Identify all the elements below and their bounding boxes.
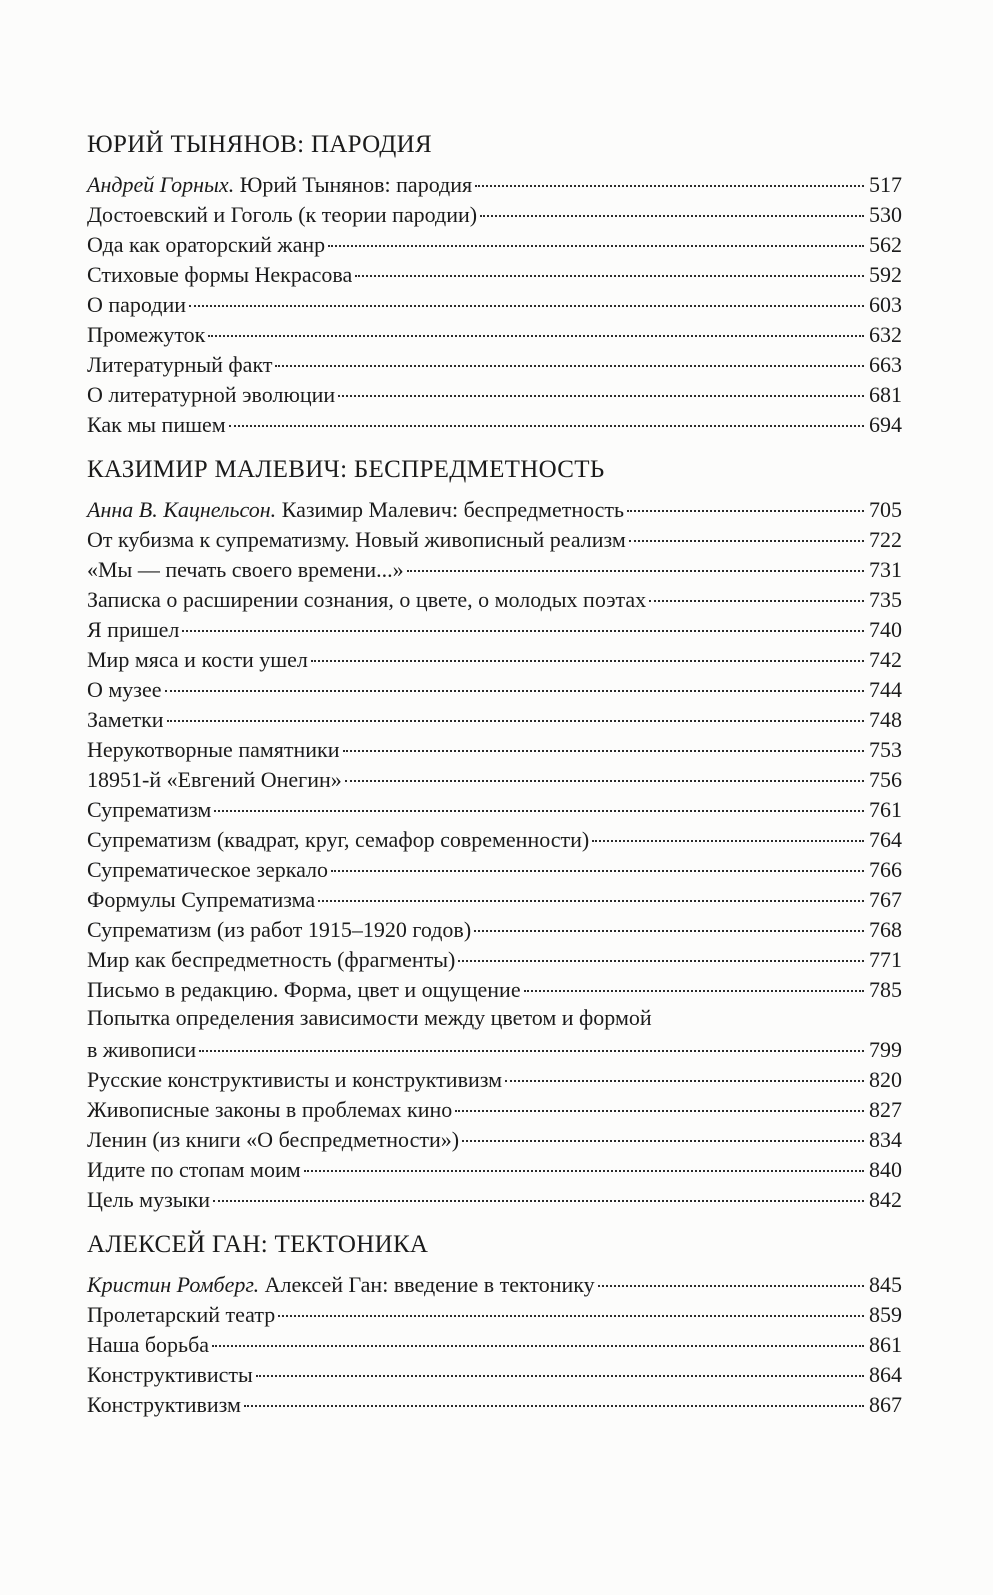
page-number: 681: [869, 382, 902, 407]
entry-title: Супрематизм (квадрат, круг, семафор современности): [87, 827, 590, 852]
dot-leader: [182, 608, 864, 632]
entry-title: Мир как беспредметность (фрагменты): [87, 947, 456, 972]
page-number: 735: [869, 587, 902, 612]
page-number: 827: [869, 1097, 902, 1122]
dot-leader: [199, 1028, 864, 1052]
page-number: 592: [869, 262, 902, 287]
page-number: 820: [869, 1067, 902, 1092]
entry-title: Ленин (из книги «О беспредметности»): [87, 1127, 460, 1152]
toc-section-gan: [87, 1228, 902, 1418]
dot-leader: [474, 908, 864, 932]
page-number: 771: [869, 947, 902, 972]
dot-leader: [355, 253, 864, 277]
entry-title: Супрематическое зеркало: [87, 857, 329, 882]
toc-section-malevich: [87, 453, 902, 1213]
dot-leader: [649, 578, 864, 602]
dot-leader: [229, 403, 864, 427]
entry-title: Наша борьба: [87, 1332, 210, 1357]
entry-title: Литературный факт: [87, 352, 273, 377]
dot-leader: [165, 668, 864, 692]
entry-title: Пролетарский театр: [87, 1302, 276, 1327]
toc-entry[interactable]: [87, 408, 902, 438]
dot-leader: [480, 193, 864, 217]
entry-title: Я пришел: [87, 617, 180, 642]
page-number: 764: [869, 827, 902, 852]
toc-entry[interactable]: [87, 1183, 902, 1213]
dot-leader: [524, 968, 864, 992]
dot-leader: [505, 1058, 864, 1082]
dot-leader: [167, 698, 864, 722]
page-number: 530: [869, 202, 902, 227]
dot-leader: [189, 283, 864, 307]
entry-title: Супрематизм (из работ 1915–1920 годов): [87, 917, 472, 942]
page-number: 756: [869, 767, 902, 792]
entry-title: Записка о расширении сознания, о цвете, о молодых поэтах: [87, 587, 647, 612]
page-number: 834: [869, 1127, 902, 1152]
entry-title-text: Юрий Тынянов: пародия: [234, 172, 473, 197]
dot-leader: [311, 638, 864, 662]
entry-title: Русские конструктивисты и конструктивизм: [87, 1067, 503, 1092]
entry-title: [87, 495, 627, 525]
page-number: 785: [869, 977, 902, 1002]
entry-title-text: Алексей Ган: введение в тектонику: [259, 1272, 595, 1297]
section-title: КАЗИМИР МАЛЕВИЧ: БЕСПРЕДМЕТНОСТЬ: [87, 456, 605, 483]
page-number: 632: [869, 322, 902, 347]
page-number: 603: [869, 292, 902, 317]
dot-leader: [318, 878, 864, 902]
page-number: 517: [869, 172, 902, 197]
page-number: 753: [869, 737, 902, 762]
entry-title: О пародии: [87, 292, 187, 317]
dot-leader: [475, 163, 864, 187]
entry-title: Мир мяса и кости ушел: [87, 647, 308, 672]
entry-title: Заметки: [87, 707, 164, 732]
dot-leader: [213, 1178, 864, 1202]
entry-title: Идите по стопам моим: [87, 1157, 301, 1182]
page-number: 748: [869, 707, 902, 732]
entry-title: Конструктивисты: [87, 1362, 253, 1387]
page-number: 845: [869, 1272, 902, 1297]
page-number: 705: [869, 497, 902, 522]
entry-title: Формулы Супрематизма: [87, 887, 316, 912]
dot-leader: [328, 223, 864, 247]
entry-title: «Мы — печать своего времени...»: [87, 557, 404, 582]
page-number: 842: [869, 1187, 902, 1212]
page-number: 731: [869, 557, 902, 582]
entry-title: Конструктивизм: [87, 1392, 241, 1417]
page-number: 761: [869, 797, 902, 822]
entry-title: Письмо в редакцию. Форма, цвет и ощущение: [87, 977, 521, 1002]
page-number: 562: [869, 232, 902, 257]
toc-entry[interactable]: [87, 973, 902, 1003]
entry-title: От кубизма к супрематизму. Новый живописный реализм: [87, 527, 626, 552]
dot-leader: [629, 518, 864, 542]
page-number: 861: [869, 1332, 902, 1357]
entry-title: Нерукотворные памятники: [87, 737, 340, 762]
toc-entry[interactable]: [87, 1003, 902, 1063]
entry-author: Анна В. Кацнельсон.: [87, 497, 277, 522]
entry-title: Цель музыки: [87, 1187, 211, 1212]
dot-leader: [592, 818, 864, 842]
dot-leader: [598, 1263, 864, 1287]
entry-title: Супрематизм: [87, 797, 212, 822]
page-number: 799: [869, 1037, 902, 1062]
dot-leader: [343, 728, 864, 752]
dot-leader: [462, 1118, 864, 1142]
section-title: АЛЕКСЕЙ ГАН: ТЕКТОНИКА: [87, 1231, 429, 1258]
entry-author: Андрей Горных.: [87, 172, 235, 197]
page-number: 766: [869, 857, 902, 882]
page-number: 864: [869, 1362, 902, 1387]
section-title: ЮРИЙ ТЫНЯНОВ: ПАРОДИЯ: [87, 131, 432, 158]
page-number: 859: [869, 1302, 902, 1327]
dot-leader: [212, 1323, 864, 1347]
entry-title: Ода как ораторский жанр: [87, 232, 326, 257]
dot-leader: [338, 373, 864, 397]
page-number: 768: [869, 917, 902, 942]
entry-title: Достоевский и Гоголь (к теории пародии): [87, 202, 478, 227]
entry-title: 18951-й «Евгений Онегин»: [87, 767, 342, 792]
page-number: 663: [869, 352, 902, 377]
dot-leader: [458, 938, 864, 962]
dot-leader: [304, 1148, 864, 1172]
entry-title: О литературной эволюции: [87, 382, 336, 407]
page-number: 722: [869, 527, 902, 552]
page-number: 867: [869, 1392, 902, 1417]
dot-leader: [256, 1353, 864, 1377]
entry-title: Промежуток: [87, 322, 206, 347]
table-of-contents: [87, 128, 902, 1418]
page-number: 740: [869, 617, 902, 642]
entry-title: Попытка определения зависимости между цветом и формой: [87, 1005, 652, 1030]
entry-title: Стиховые формы Некрасова: [87, 262, 353, 287]
dot-leader: [331, 848, 864, 872]
toc-entry[interactable]: [87, 1388, 902, 1418]
page-number: 840: [869, 1157, 902, 1182]
entry-title-continued: в живописи: [87, 1037, 197, 1062]
dot-leader: [455, 1088, 864, 1112]
entry-author: Кристин Ромберг.: [87, 1272, 260, 1297]
page-number: 744: [869, 677, 902, 702]
entry-title: О музее: [87, 677, 162, 702]
entry-title-text: Казимир Малевич: беспредметность: [276, 497, 625, 522]
page-number: 767: [869, 887, 902, 912]
entry-title: Как мы пишем: [87, 412, 226, 437]
page-number: 694: [869, 412, 902, 437]
dot-leader: [208, 313, 864, 337]
dot-leader: [214, 788, 864, 812]
entry-title: [87, 170, 475, 200]
dot-leader: [407, 548, 864, 572]
toc-section-tynyanov: [87, 128, 902, 438]
dot-leader: [278, 1293, 864, 1317]
dot-leader: [275, 343, 864, 367]
dot-leader: [244, 1383, 864, 1407]
entry-title: Живописные законы в проблемах кино: [87, 1097, 453, 1122]
page-number: 742: [869, 647, 902, 672]
dot-leader: [345, 758, 864, 782]
dot-leader: [627, 488, 864, 512]
